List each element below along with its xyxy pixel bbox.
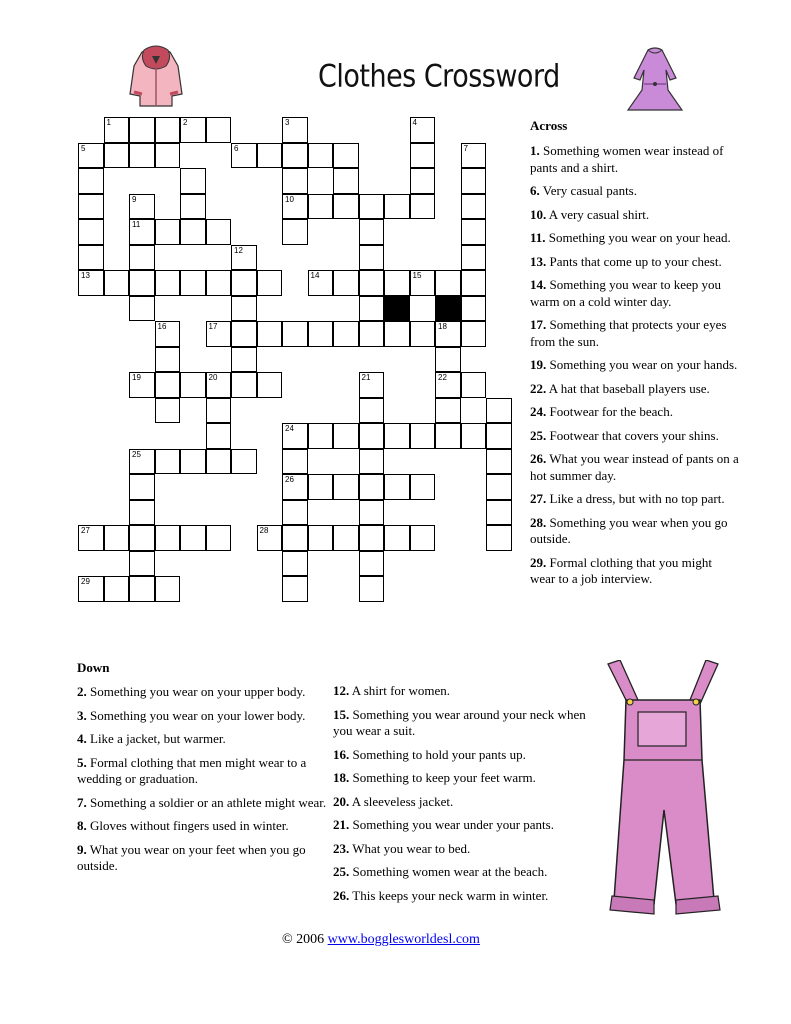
grid-cell[interactable] xyxy=(359,449,385,475)
clue-number: 23. xyxy=(333,840,350,856)
grid-cell[interactable] xyxy=(180,372,206,398)
grid-cell[interactable] xyxy=(410,194,436,220)
across-clues xyxy=(530,118,740,595)
clue-number: 25. xyxy=(530,427,547,443)
cell-number: 6 xyxy=(234,143,239,153)
grid-cell[interactable] xyxy=(359,423,385,449)
grid-cell[interactable] xyxy=(308,525,334,551)
grid-cell[interactable] xyxy=(206,525,232,551)
clue-number: 2. xyxy=(77,684,87,699)
footer xyxy=(282,932,480,948)
clue-item xyxy=(530,404,740,421)
grid-cell[interactable] xyxy=(410,525,436,551)
grid-cell[interactable] xyxy=(78,194,104,220)
grid-cell[interactable] xyxy=(180,525,206,551)
grid-cell[interactable] xyxy=(282,500,308,526)
clue-item xyxy=(77,708,327,725)
copyright-text: © 2006 xyxy=(282,932,328,947)
grid-cell[interactable] xyxy=(282,168,308,194)
clue-number: 5. xyxy=(77,754,87,770)
grid-cell[interactable] xyxy=(129,576,155,602)
cell-number: 29 xyxy=(81,577,90,586)
clue-item xyxy=(530,277,740,310)
grid-cell[interactable] xyxy=(384,194,410,220)
clue-number: 1. xyxy=(530,143,540,158)
clue-number: 22. xyxy=(530,380,547,396)
grid-cell[interactable] xyxy=(486,474,512,500)
cell-number: 16 xyxy=(157,322,167,331)
grid-cell[interactable] xyxy=(461,270,487,296)
clue-item xyxy=(77,842,327,875)
grid-cell[interactable] xyxy=(282,525,308,551)
grid-cell[interactable] xyxy=(384,474,410,500)
grid-cell[interactable] xyxy=(231,449,257,475)
grid-cell[interactable] xyxy=(180,194,206,220)
grid-cell[interactable] xyxy=(308,270,334,296)
clue-text: Footwear for the beach. xyxy=(546,404,673,419)
clue-item xyxy=(530,428,740,445)
clue-number: 20. xyxy=(333,793,350,809)
grid-cell[interactable] xyxy=(231,372,257,398)
grid-cell[interactable] xyxy=(155,372,181,398)
cell-number: 1 xyxy=(106,118,111,127)
down-clues-col1 xyxy=(77,660,327,882)
cell-number: 11 xyxy=(132,220,141,229)
clue-text: Something you wear on your hands. xyxy=(546,357,738,372)
grid-cell[interactable] xyxy=(384,525,410,551)
cell-number: 27 xyxy=(81,526,90,535)
clue-number: 9. xyxy=(77,841,87,857)
grid-cell[interactable] xyxy=(461,296,487,322)
grid-cell[interactable] xyxy=(206,321,232,347)
grid-cell[interactable] xyxy=(129,194,155,220)
clue-number: 29. xyxy=(530,554,547,570)
cell-number: 21 xyxy=(361,373,371,382)
grid-cell[interactable] xyxy=(359,372,385,398)
clue-text: A hat that baseball players use. xyxy=(546,380,710,396)
grid-cell[interactable] xyxy=(333,423,359,449)
grid-cell[interactable] xyxy=(282,474,308,500)
grid-cell[interactable] xyxy=(257,143,283,169)
grid-cell[interactable] xyxy=(206,219,232,245)
grid-cell[interactable] xyxy=(129,296,155,322)
grid-cell[interactable] xyxy=(461,219,487,245)
clue-item xyxy=(333,683,588,700)
clue-text: What you wear instead of pants on a hot summer day. xyxy=(530,451,739,483)
grid-cell[interactable] xyxy=(104,143,130,169)
grid-cell[interactable] xyxy=(180,270,206,296)
cell-number: 14 xyxy=(310,271,320,280)
cell-number: 12 xyxy=(234,245,243,255)
clue-text: What you wear to bed. xyxy=(349,840,471,856)
clue-number: 19. xyxy=(530,357,547,372)
clue-item xyxy=(530,451,740,484)
clue-text: Something to hold your pants up. xyxy=(349,746,526,762)
clue-item xyxy=(333,794,588,811)
grid-cell[interactable] xyxy=(78,245,104,271)
grid-cell[interactable] xyxy=(486,525,512,551)
grid-cell[interactable] xyxy=(486,398,512,424)
clue-text: Something women wear at the beach. xyxy=(349,864,548,879)
clue-number: 4. xyxy=(77,731,87,746)
grid-cell[interactable] xyxy=(359,296,385,322)
grid-cell[interactable] xyxy=(78,143,104,169)
clue-item xyxy=(530,555,740,588)
grid-cell[interactable] xyxy=(410,270,436,296)
clue-item xyxy=(333,817,588,834)
grid-cell[interactable] xyxy=(435,347,461,373)
cell-number: 18 xyxy=(438,322,447,331)
down-heading: Down xyxy=(77,660,110,675)
grid-cell[interactable] xyxy=(129,525,155,551)
clue-item xyxy=(333,864,588,881)
grid-cell[interactable] xyxy=(155,270,181,296)
grid-cell[interactable] xyxy=(282,551,308,577)
cell-number: 25 xyxy=(132,449,141,459)
grid-cell[interactable] xyxy=(206,117,232,143)
clue-number: 28. xyxy=(530,514,547,530)
grid-cell[interactable] xyxy=(180,449,206,475)
grid-cell[interactable] xyxy=(129,143,155,169)
clue-item xyxy=(530,143,740,176)
clue-text: Like a dress, but with no top part. xyxy=(546,491,725,506)
grid-cell[interactable] xyxy=(231,321,257,347)
clue-text: Very casual pants. xyxy=(539,183,637,198)
grid-cell[interactable] xyxy=(206,449,232,475)
grid-cell[interactable] xyxy=(129,245,155,271)
grid-cell[interactable] xyxy=(461,168,487,194)
grid-cell[interactable] xyxy=(308,321,334,347)
grid-cell[interactable] xyxy=(282,321,308,347)
cell-number: 26 xyxy=(285,475,294,484)
clue-item xyxy=(530,357,740,374)
clue-item xyxy=(530,230,740,247)
grid-cell[interactable] xyxy=(410,321,436,347)
grid-cell[interactable] xyxy=(461,321,487,347)
grid-cell[interactable] xyxy=(486,449,512,475)
grid-cell[interactable] xyxy=(461,245,487,271)
clue-item xyxy=(530,515,740,548)
clue-number: 12. xyxy=(333,683,350,698)
grid-cell[interactable] xyxy=(435,423,461,449)
grid-cell[interactable] xyxy=(333,194,359,220)
clue-number: 7. xyxy=(77,794,87,810)
grid-cell[interactable] xyxy=(384,321,410,347)
cell-number: 9 xyxy=(132,194,137,204)
clue-text: Pants that come up to your chest. xyxy=(546,253,722,269)
grid-cell[interactable] xyxy=(359,551,385,577)
grid-cell[interactable] xyxy=(435,296,461,322)
clue-text: This keeps your neck warm in winter. xyxy=(349,887,549,903)
grid-cell[interactable] xyxy=(461,372,487,398)
clue-text: Something you wear under your pants. xyxy=(349,817,554,832)
clue-text: Something you wear around your neck when you wear a suit. xyxy=(333,706,586,738)
clue-number: 13. xyxy=(530,253,547,269)
clue-number: 6. xyxy=(530,183,540,198)
cell-number: 13 xyxy=(81,271,90,280)
clue-number: 3. xyxy=(77,707,87,723)
grid-cell[interactable] xyxy=(486,423,512,449)
grid-cell[interactable] xyxy=(308,143,334,169)
grid-cell[interactable] xyxy=(129,219,155,245)
clue-item xyxy=(333,747,588,764)
grid-cell[interactable] xyxy=(257,525,283,551)
clue-text: Something you wear on your upper body. xyxy=(86,684,306,699)
clue-number: 8. xyxy=(77,818,87,833)
grid-cell[interactable] xyxy=(308,194,334,220)
clue-item xyxy=(333,707,588,740)
grid-cell[interactable] xyxy=(257,372,283,398)
grid-cell[interactable] xyxy=(410,117,436,143)
cell-number: 15 xyxy=(412,271,422,280)
grid-cell[interactable] xyxy=(359,525,385,551)
grid-cell[interactable] xyxy=(359,576,385,602)
grid-cell[interactable] xyxy=(155,321,181,347)
grid-cell[interactable] xyxy=(282,449,308,475)
grid-cell[interactable] xyxy=(155,117,181,143)
grid-cell[interactable] xyxy=(129,117,155,143)
grid-cell[interactable] xyxy=(78,168,104,194)
cell-number: 4 xyxy=(412,118,417,127)
clue-text: A shirt for women. xyxy=(349,683,450,698)
cell-number: 24 xyxy=(285,424,294,433)
grid-cell[interactable] xyxy=(435,372,461,398)
grid-cell[interactable] xyxy=(384,270,410,296)
clue-text: Footwear that covers your shins. xyxy=(546,427,719,443)
clue-number: 11. xyxy=(530,230,546,245)
clue-item xyxy=(530,183,740,200)
grid-cell[interactable] xyxy=(104,117,130,143)
cell-number: 10 xyxy=(285,194,294,204)
grid-cell[interactable] xyxy=(231,296,257,322)
grid-cell[interactable] xyxy=(359,500,385,526)
clue-text: Like a jacket, but warmer. xyxy=(86,731,226,746)
grid-cell[interactable] xyxy=(359,219,385,245)
grid-cell[interactable] xyxy=(282,423,308,449)
clue-number: 10. xyxy=(530,206,547,222)
page-title: Clothes Crossword xyxy=(318,59,560,95)
down-clues-col2 xyxy=(333,683,588,911)
grid-cell[interactable] xyxy=(206,270,232,296)
grid-cell[interactable] xyxy=(384,296,410,322)
grid-cell[interactable] xyxy=(410,168,436,194)
grid-cell[interactable] xyxy=(104,270,130,296)
clue-item xyxy=(333,770,588,787)
grid-cell[interactable] xyxy=(410,423,436,449)
grid-cell[interactable] xyxy=(231,143,257,169)
cell-number: 19 xyxy=(132,373,141,382)
grid-cell[interactable] xyxy=(410,474,436,500)
cell-number: 2 xyxy=(183,118,188,127)
grid-cell[interactable] xyxy=(155,347,181,373)
clue-item xyxy=(530,317,740,350)
grid-cell[interactable] xyxy=(333,143,359,169)
grid-cell[interactable] xyxy=(359,321,385,347)
clue-text: Formal clothing that you might wear to a job interview. xyxy=(530,554,712,586)
grid-cell[interactable] xyxy=(282,117,308,143)
clue-item xyxy=(77,731,327,748)
cell-number: 5 xyxy=(81,143,86,153)
grid-cell[interactable] xyxy=(231,245,257,271)
grid-cell[interactable] xyxy=(180,219,206,245)
grid-cell[interactable] xyxy=(282,194,308,220)
clue-text: Something women wear instead of pants and a shirt. xyxy=(530,143,724,175)
clue-text: Something a soldier or an athlete might wear. xyxy=(86,794,327,810)
clue-number: 26. xyxy=(333,887,350,903)
grid-cell[interactable] xyxy=(333,168,359,194)
clue-text: Something you wear on your lower body. xyxy=(86,707,306,723)
grid-cell[interactable] xyxy=(435,321,461,347)
clue-item xyxy=(530,254,740,271)
clue-text: A very casual shirt. xyxy=(546,206,650,222)
clue-item xyxy=(77,795,327,812)
grid-cell[interactable] xyxy=(282,143,308,169)
grid-cell[interactable] xyxy=(333,270,359,296)
grid-cell[interactable] xyxy=(155,219,181,245)
grid-cell[interactable] xyxy=(129,372,155,398)
grid-cell[interactable] xyxy=(104,576,130,602)
clue-item xyxy=(77,684,327,701)
grid-cell[interactable] xyxy=(206,372,232,398)
grid-cell[interactable] xyxy=(410,143,436,169)
clue-item xyxy=(333,888,588,905)
grid-cell[interactable] xyxy=(486,500,512,526)
grid-cell[interactable] xyxy=(359,398,385,424)
grid-cell[interactable] xyxy=(129,270,155,296)
cell-number: 3 xyxy=(285,118,290,127)
grid-cell[interactable] xyxy=(129,449,155,475)
clue-number: 17. xyxy=(530,317,547,332)
grid-cell[interactable] xyxy=(461,194,487,220)
grid-cell[interactable] xyxy=(78,576,104,602)
clue-text: Something you wear on your head. xyxy=(545,230,731,245)
clue-number: 15. xyxy=(333,706,350,722)
grid-cell[interactable] xyxy=(155,143,181,169)
cell-number: 28 xyxy=(259,526,269,535)
grid-cell[interactable] xyxy=(257,270,283,296)
grid-cell[interactable] xyxy=(206,423,232,449)
clue-item xyxy=(333,841,588,858)
grid-cell[interactable] xyxy=(282,219,308,245)
grid-cell[interactable] xyxy=(359,194,385,220)
grid-cell[interactable] xyxy=(333,525,359,551)
clue-text: Something you wear to keep you warm on a cold winter day. xyxy=(530,277,721,309)
grid-cell[interactable] xyxy=(129,500,155,526)
grid-cell[interactable] xyxy=(129,474,155,500)
clue-text: Something that protects your eyes from the sun. xyxy=(530,317,727,349)
clue-text: Gloves without fingers used in winter. xyxy=(86,818,289,833)
grid-cell[interactable] xyxy=(180,168,206,194)
grid-cell[interactable] xyxy=(78,525,104,551)
clue-item xyxy=(530,207,740,224)
grid-cell[interactable] xyxy=(435,398,461,424)
grid-cell[interactable] xyxy=(129,551,155,577)
cell-number: 17 xyxy=(208,322,218,331)
clue-number: 26. xyxy=(530,451,547,466)
clue-item xyxy=(530,381,740,398)
grid-cell[interactable] xyxy=(78,270,104,296)
grid-cell[interactable] xyxy=(333,321,359,347)
grid-cell[interactable] xyxy=(155,449,181,475)
clue-item xyxy=(530,491,740,508)
grid-cell[interactable] xyxy=(359,474,385,500)
cell-number: 22 xyxy=(438,373,447,382)
clue-number: 16. xyxy=(333,746,350,762)
grid-cell[interactable] xyxy=(461,423,487,449)
grid-cell[interactable] xyxy=(206,398,232,424)
grid-cell[interactable] xyxy=(461,143,487,169)
clue-number: 25. xyxy=(333,864,350,879)
clue-text: A sleeveless jacket. xyxy=(349,793,454,809)
clue-item xyxy=(77,818,327,835)
grid-cell[interactable] xyxy=(78,219,104,245)
grid-cell[interactable] xyxy=(231,270,257,296)
cell-number: 20 xyxy=(208,373,218,382)
clue-text: Something to keep your feet warm. xyxy=(349,770,536,785)
clue-number: 14. xyxy=(530,277,547,292)
cell-number: 7 xyxy=(463,143,468,153)
grid-cell[interactable] xyxy=(308,423,334,449)
clue-text: What you wear on your feet when you go outside. xyxy=(77,841,306,873)
clue-text: Something you wear when you go outside. xyxy=(530,514,728,546)
grid-cell[interactable] xyxy=(308,474,334,500)
clue-number: 18. xyxy=(333,770,350,785)
clue-text: Formal clothing that men might wear to a wedding or graduation. xyxy=(77,754,307,786)
clue-item xyxy=(77,755,327,788)
grid-cell[interactable] xyxy=(155,398,181,424)
clue-number: 21. xyxy=(333,817,350,832)
grid-cell[interactable] xyxy=(359,270,385,296)
grid-cell[interactable] xyxy=(359,245,385,271)
grid-cell[interactable] xyxy=(257,321,283,347)
grid-cell[interactable] xyxy=(155,576,181,602)
clue-number: 24. xyxy=(530,404,547,419)
clue-number: 27. xyxy=(530,491,547,506)
grid-cell[interactable] xyxy=(180,117,206,143)
across-heading: Across xyxy=(530,118,568,133)
grid-cell[interactable] xyxy=(104,525,130,551)
grid-cell[interactable] xyxy=(384,423,410,449)
grid-cell[interactable] xyxy=(333,474,359,500)
grid-cell[interactable] xyxy=(282,576,308,602)
website-link[interactable]: www.bogglesworldesl.com xyxy=(327,932,480,947)
grid-cell[interactable] xyxy=(155,525,181,551)
grid-cell[interactable] xyxy=(231,347,257,373)
grid-cell[interactable] xyxy=(435,270,461,296)
